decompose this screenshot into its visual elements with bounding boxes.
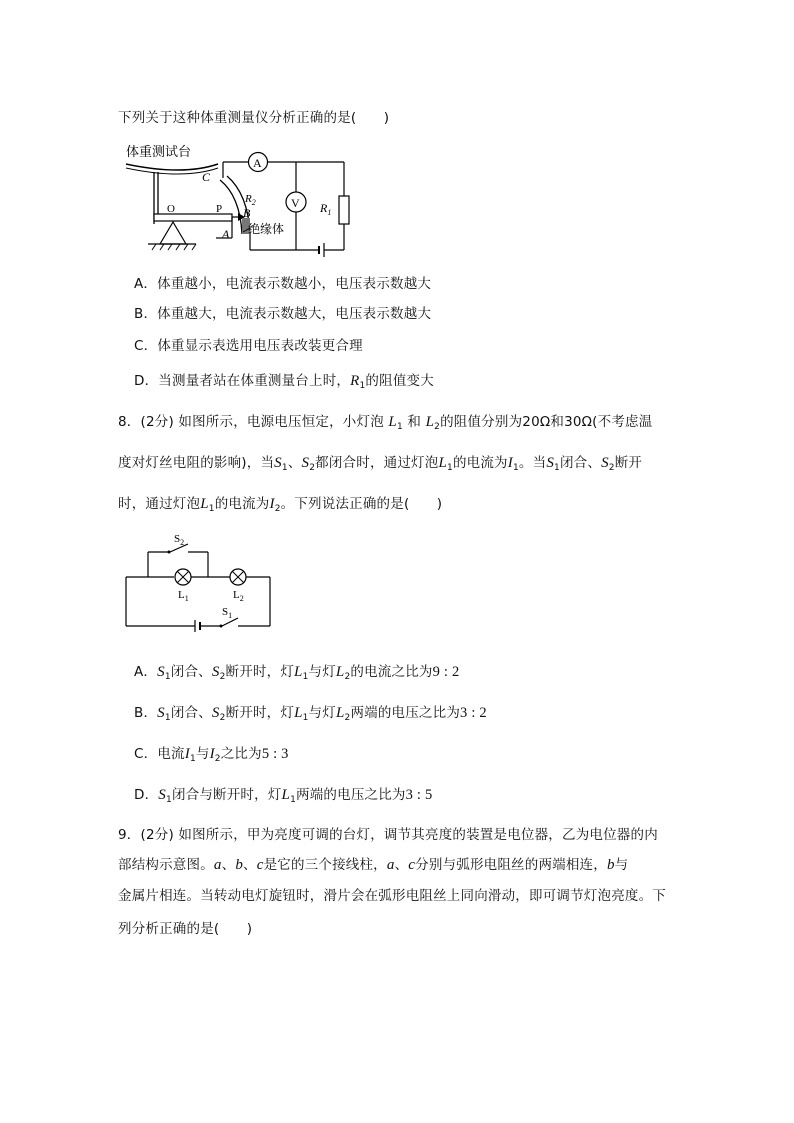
q8-stem-line-1: 8．(2分) 如图所示，电源电压恒定，小灯泡 $L_1$ 和 $L_2$的阻值分别为20Ω和30Ω(不考虑温 xyxy=(118,414,653,432)
weight-scale-circuit-diagram xyxy=(118,138,368,263)
q8-option-a: A．$S_1$闭合、$S_2$断开时，灯$L_1$与灯$L_2$的电流之比为9 : 2 xyxy=(134,664,460,682)
point-a-label: A xyxy=(222,227,230,241)
q9-stem-line-2: 部结构示意图。a、b、c是它的三个接线柱，a、c分别与弧形电阻丝的两端相连，b与 xyxy=(118,857,629,873)
pivot-o-label: O xyxy=(167,203,175,215)
two-lamp-circuit-diagram xyxy=(118,530,278,632)
s1-label: S xyxy=(222,606,229,618)
svg-text:S2 xyxy=(174,533,184,547)
point-b-label: B xyxy=(243,206,251,220)
q8-option-b: B．$S_1$闭合、$S_2$断开时，灯$L_1$与灯$L_2$两端的电压之比为3 : 2 xyxy=(134,705,487,723)
q9-stem-line-4: 列分析正确的是( ) xyxy=(118,921,253,937)
q9-stem-line-3: 金属片相连。当转动电灯旋钮时，滑片会在弧形电阻丝上同向滑动，即可调节灯泡亮度。下 xyxy=(118,888,666,904)
svg-text:L1 xyxy=(178,589,189,603)
q7-option-a: A．体重越小，电流表示数越小，电压表示数越大 xyxy=(134,276,432,292)
q7-option-c: C．体重显示表选用电压表改装更合理 xyxy=(134,338,363,354)
q9-stem-line-1: 9．(2分) 如图所示，甲为亮度可调的台灯，调节其亮度的装置是电位器，乙为电位器的内 xyxy=(118,827,658,843)
s2-label: S xyxy=(174,533,181,545)
q8-stem-line-3: 时，通过灯泡$L_1$的电流为$I_2$。下列说法正确的是( ) xyxy=(118,496,443,514)
svg-text:S1 xyxy=(222,606,232,620)
s1-sub: 1 xyxy=(228,611,233,620)
lamp-l2-sub: 2 xyxy=(239,594,244,603)
insulator-label: 绝缘体 xyxy=(248,222,285,236)
svg-text:R1 xyxy=(319,201,331,217)
r1-label: R xyxy=(320,201,328,215)
svg-text:L2 xyxy=(233,589,244,603)
r2-label: R xyxy=(245,193,252,205)
r2-sub: 2 xyxy=(251,198,256,207)
q8-option-c: C．电流$I_1$与$I_2$之比为5 : 3 xyxy=(134,746,289,764)
q7-option-b: B．体重越大，电流表示数越大，电压表示数越大 xyxy=(134,306,432,322)
lamp-l1-label: L xyxy=(178,589,185,601)
svg-text:R2 xyxy=(244,193,256,207)
q8-stem-line-2: 度对灯丝电阻的影响)，当$S_1$、$S_2$都闭合时，通过灯泡$L_1$的电流为$I_1$。当$S_1$闭合、$S_2$断开 xyxy=(118,455,643,473)
q7-stem: 下列关于这种体重测量仪分析正确的是( ) xyxy=(118,110,390,126)
ammeter-label: A xyxy=(253,156,262,170)
lamp-l1-sub: 1 xyxy=(184,594,189,603)
slider-p-label: P xyxy=(216,203,223,215)
s2-sub: 2 xyxy=(180,538,185,547)
q7-option-d: D．当测量者站在体重测量台上时，$R_1$的阻值变大 xyxy=(134,373,434,391)
lamp-l2-label: L xyxy=(233,589,240,601)
q8-option-d: D．$S_1$闭合与断开时，灯$L_1$两端的电压之比为3 : 5 xyxy=(134,787,433,805)
platform-label: 体重测试台 xyxy=(126,144,192,159)
point-c-label: C xyxy=(202,170,211,184)
r1-sub: 1 xyxy=(327,208,332,217)
voltmeter-label: V xyxy=(291,196,300,210)
